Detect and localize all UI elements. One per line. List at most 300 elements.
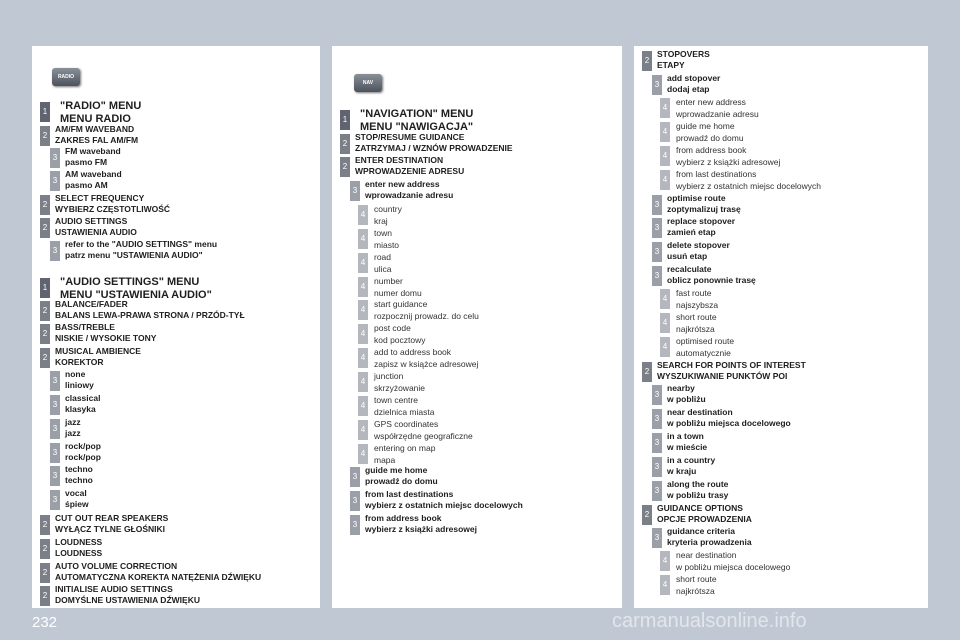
- level-badge: 4: [358, 348, 368, 368]
- polish-label: jazz: [65, 428, 81, 438]
- english-label: from last destinations: [676, 169, 757, 179]
- polish-label: zamień etap: [667, 227, 716, 237]
- polish-label: ETAPY: [657, 60, 685, 70]
- english-label: along the route: [667, 479, 729, 489]
- menu-entry-level-3: [652, 479, 728, 501]
- menu-entry-text: [374, 394, 434, 418]
- level-badge: 4: [358, 420, 368, 440]
- english-label: recalculate: [667, 264, 712, 274]
- level-badge: 4: [660, 170, 670, 190]
- menu-entry-level-4: [358, 275, 422, 299]
- english-label: add stopover: [667, 73, 721, 83]
- menu-entry-level-2: [40, 561, 261, 583]
- menu-entry-level-1: [340, 108, 473, 134]
- navigation-submenu-panel: [634, 46, 928, 608]
- level-badge: 2: [642, 362, 652, 382]
- menu-entry-text: [65, 369, 94, 391]
- english-label: STOP/RESUME GUIDANCE: [355, 132, 465, 142]
- level-badge: 3: [50, 241, 60, 261]
- polish-label: skrzyżowanie: [374, 383, 426, 393]
- english-label: short route: [676, 574, 717, 584]
- nav-icon-label: NAV: [362, 80, 374, 86]
- polish-label: oblicz ponownie trasę: [667, 275, 756, 285]
- menu-entry-text: [676, 335, 734, 359]
- menu-entry-text: [374, 251, 391, 275]
- menu-entry-level-2: [340, 132, 513, 154]
- menu-entry-level-4: [358, 442, 435, 466]
- polish-label: liniowy: [65, 380, 94, 390]
- polish-label: w pobliżu: [667, 394, 706, 404]
- english-label: nearby: [667, 383, 695, 393]
- english-label: junction: [374, 371, 404, 381]
- level-badge: 1: [40, 102, 50, 122]
- menu-entry-level-4: [660, 573, 717, 597]
- menu-entry-level-3: [350, 465, 438, 487]
- menu-entry-level-4: [358, 251, 391, 275]
- menu-entry-text: [667, 383, 706, 405]
- english-label: "AUDIO SETTINGS" MENU: [60, 276, 200, 288]
- level-badge: 4: [358, 372, 368, 392]
- level-badge: 3: [652, 385, 662, 405]
- english-label: enter new address: [365, 179, 440, 189]
- polish-label: BALANS LEWA-PRAWA STRONA / PRZÓD-TYŁ: [55, 310, 245, 320]
- english-label: road: [374, 252, 392, 262]
- menu-entry-text: [374, 227, 399, 251]
- polish-label: NISKIE / WYSOKIE TONY: [55, 333, 157, 343]
- level-badge: 4: [660, 122, 670, 142]
- english-label: INITIALISE AUDIO SETTINGS: [55, 584, 173, 594]
- level-badge: 2: [40, 348, 50, 368]
- menu-entry-text: [667, 193, 741, 215]
- polish-label: DOMYŚLNE USTAWIENIA DŹWIĘKU: [55, 595, 200, 605]
- menu-entry-level-4: [358, 370, 425, 394]
- menu-entry-text: [374, 275, 422, 299]
- menu-entry-level-2: [40, 346, 141, 368]
- menu-entry-text: [55, 561, 261, 583]
- menu-entry-level-3: [652, 383, 706, 405]
- polish-label: w kraju: [667, 466, 697, 476]
- level-badge: 3: [50, 490, 60, 510]
- level-badge: 3: [652, 433, 662, 453]
- menu-entry-level-4: [660, 96, 759, 120]
- english-label: optimise route: [667, 193, 726, 203]
- english-label: near destination: [676, 550, 737, 560]
- level-badge: 4: [660, 313, 670, 333]
- polish-label: wybierz z ostatnich miejsc docelowych: [676, 181, 822, 191]
- menu-entry-text: [55, 216, 137, 238]
- polish-label: LOUDNESS: [55, 548, 103, 558]
- english-label: number: [374, 276, 403, 286]
- polish-label: w mieście: [667, 442, 708, 452]
- level-badge: 4: [660, 575, 670, 595]
- english-label: ENTER DESTINATION: [355, 155, 444, 165]
- menu-entry-text: [374, 442, 435, 466]
- level-badge: 3: [350, 491, 360, 511]
- menu-entry-text: [374, 298, 479, 322]
- menu-entry-level-3: [652, 431, 707, 453]
- menu-entry-level-3: [50, 393, 100, 415]
- menu-entry-text: [60, 100, 141, 126]
- level-badge: 3: [50, 148, 60, 168]
- level-badge: 3: [50, 371, 60, 391]
- level-badge: 3: [652, 528, 662, 548]
- menu-entry-text: [55, 346, 141, 368]
- menu-entry-level-4: [358, 394, 434, 418]
- menu-entry-text: [55, 322, 156, 344]
- english-label: AUTO VOLUME CORRECTION: [55, 561, 178, 571]
- polish-label: wybierz z ostatnich miejsc docelowych: [365, 500, 523, 510]
- menu-entry-text: [374, 418, 473, 442]
- english-label: town centre: [374, 395, 418, 405]
- english-label: near destination: [667, 407, 733, 417]
- polish-label: usuń etap: [667, 251, 708, 261]
- menu-entry-level-3: [652, 240, 730, 262]
- menu-entry-level-4: [660, 120, 744, 144]
- menu-entry-text: [365, 465, 438, 487]
- menu-entry-text: [667, 479, 728, 501]
- english-label: SELECT FREQUENCY: [55, 193, 145, 203]
- level-badge: 3: [350, 467, 360, 487]
- english-label: guide me home: [676, 121, 735, 131]
- level-badge: 4: [660, 551, 670, 571]
- menu-entry-level-3: [50, 146, 121, 168]
- radio-icon-label: RADIO: [57, 74, 75, 80]
- polish-label: WYSZUKIWANIE PUNKTÓW POI: [657, 371, 788, 381]
- menu-entry-text: [65, 488, 89, 510]
- english-label: CUT OUT REAR SPEAKERS: [55, 513, 169, 523]
- english-label: guidance criteria: [667, 526, 736, 536]
- polish-label: kod pocztowy: [374, 335, 426, 345]
- level-badge: 2: [40, 126, 50, 146]
- level-badge: 2: [40, 563, 50, 583]
- polish-label: klasyka: [65, 404, 96, 414]
- level-badge: 4: [660, 146, 670, 166]
- menu-entry-level-4: [660, 549, 790, 573]
- polish-label: w pobliżu miejsca docelowego: [676, 562, 791, 572]
- english-label: none: [65, 369, 86, 379]
- menu-entry-level-3: [350, 489, 523, 511]
- menu-entry-text: [65, 239, 217, 261]
- menu-entry-level-4: [358, 418, 473, 442]
- english-label: optimised route: [676, 336, 735, 346]
- menu-entry-level-2: [40, 584, 200, 606]
- menu-entry-text: [65, 441, 101, 463]
- menu-entry-text: [65, 146, 121, 168]
- english-label: GUIDANCE OPTIONS: [657, 503, 743, 513]
- menu-entry-level-2: [40, 299, 245, 321]
- level-badge: 3: [652, 266, 662, 286]
- menu-entry-text: [667, 455, 715, 477]
- level-badge: 2: [40, 515, 50, 535]
- menu-entry-text: [55, 537, 102, 559]
- level-badge: 3: [652, 481, 662, 501]
- menu-entry-text: [667, 240, 730, 262]
- level-badge: 4: [660, 98, 670, 118]
- polish-label: śpiew: [65, 499, 89, 509]
- menu-entry-level-2: [40, 124, 138, 146]
- polish-label: zoptymalizuj trasę: [667, 204, 741, 214]
- menu-entry-level-2: [642, 360, 806, 382]
- level-badge: 3: [50, 395, 60, 415]
- menu-entry-text: [657, 49, 710, 71]
- english-label: GPS coordinates: [374, 419, 439, 429]
- menu-entry-text: [667, 73, 720, 95]
- level-badge: 1: [340, 110, 350, 130]
- polish-label: ZATRZYMAJ / WZNÓW PROWADZENIE: [355, 143, 513, 153]
- polish-label: pasmo AM: [65, 180, 108, 190]
- english-label: in a country: [667, 455, 716, 465]
- menu-entry-text: [676, 120, 744, 144]
- menu-entry-level-4: [660, 168, 821, 192]
- english-label: LOUDNESS: [55, 537, 103, 547]
- page-number: 232: [32, 614, 58, 631]
- level-badge: 3: [652, 457, 662, 477]
- polish-label: WYBIERZ CZĘSTOTLIWOŚĆ: [55, 204, 171, 214]
- menu-entry-text: [374, 322, 426, 346]
- english-label: from address book: [365, 513, 442, 523]
- menu-entry-level-3: [652, 407, 791, 429]
- menu-entry-level-4: [358, 203, 402, 227]
- polish-label: wybierz z książki adresowej: [676, 157, 781, 167]
- menu-entry-text: [657, 503, 752, 525]
- polish-label: kraj: [374, 216, 388, 226]
- menu-entry-level-3: [50, 239, 217, 261]
- level-badge: 2: [40, 195, 50, 215]
- menu-entry-text: [365, 179, 453, 201]
- level-badge: 3: [50, 419, 60, 439]
- polish-label: techno: [65, 475, 93, 485]
- english-label: AM waveband: [65, 169, 122, 179]
- polish-label: KOREKTOR: [55, 357, 104, 367]
- menu-entry-text: [65, 169, 122, 191]
- menu-entry-level-4: [660, 335, 734, 359]
- level-badge: 4: [358, 300, 368, 320]
- radio-menu-panel: [32, 46, 320, 608]
- level-badge: 3: [350, 515, 360, 535]
- level-badge: 3: [652, 409, 662, 429]
- level-badge: 2: [40, 218, 50, 238]
- menu-entry-level-3: [652, 264, 756, 286]
- polish-label: dodaj etap: [667, 84, 710, 94]
- menu-entry-level-3: [350, 513, 477, 535]
- english-label: SEARCH FOR POINTS OF INTEREST: [657, 360, 806, 370]
- menu-entry-text: [65, 393, 100, 415]
- radio-button-icon: [52, 68, 80, 86]
- menu-entry-level-2: [40, 537, 102, 559]
- polish-label: najkrótsza: [676, 586, 715, 596]
- english-label: BASS/TREBLE: [55, 322, 115, 332]
- menu-entry-text: [55, 124, 138, 146]
- english-label: add to address book: [374, 347, 452, 357]
- menu-entry-level-4: [358, 227, 399, 251]
- menu-entry-text: [676, 144, 780, 168]
- menu-entry-level-3: [350, 179, 453, 201]
- menu-entry-level-2: [40, 193, 170, 215]
- menu-entry-level-4: [660, 144, 780, 168]
- menu-entry-level-4: [660, 287, 718, 311]
- level-badge: 2: [340, 157, 350, 177]
- menu-entry-level-3: [50, 464, 93, 486]
- polish-label: USTAWIENIA AUDIO: [55, 227, 137, 237]
- polish-label: rock/pop: [65, 452, 101, 462]
- english-label: enter new address: [676, 97, 746, 107]
- menu-entry-level-3: [50, 441, 101, 463]
- menu-entry-text: [667, 407, 791, 429]
- english-label: refer to the "AUDIO SETTINGS" menu: [65, 239, 218, 249]
- menu-entry-level-2: [642, 49, 710, 71]
- menu-entry-text: [676, 96, 759, 120]
- menu-entry-text: [355, 155, 464, 177]
- level-badge: 4: [358, 277, 368, 297]
- level-badge: 4: [660, 289, 670, 309]
- menu-entry-level-4: [358, 346, 478, 370]
- menu-entry-text: [676, 168, 821, 192]
- level-badge: 4: [358, 324, 368, 344]
- nav-button-icon: [354, 74, 382, 92]
- menu-entry-text: [365, 513, 477, 535]
- level-badge: 3: [50, 466, 60, 486]
- level-badge: 3: [50, 443, 60, 463]
- menu-entry-text: [374, 203, 402, 227]
- english-label: "RADIO" MENU: [60, 100, 142, 112]
- english-label: from last destinations: [365, 489, 454, 499]
- polish-label: prowadź do domu: [365, 476, 438, 486]
- english-label: AUDIO SETTINGS: [55, 216, 128, 226]
- english-label: classical: [65, 393, 101, 403]
- watermark: carmanualsonline.info: [612, 610, 807, 632]
- english-label: delete stopover: [667, 240, 730, 250]
- polish-label: prowadź do domu: [676, 133, 744, 143]
- menu-entry-text: [667, 264, 756, 286]
- level-badge: 2: [642, 51, 652, 71]
- menu-entry-text: [55, 584, 200, 606]
- menu-entry-text: [657, 360, 806, 382]
- level-badge: 2: [40, 539, 50, 559]
- english-label: jazz: [65, 417, 81, 427]
- level-badge: 3: [652, 75, 662, 95]
- menu-entry-level-3: [50, 169, 122, 191]
- polish-label: wprowadzanie adresu: [676, 109, 759, 119]
- menu-entry-level-4: [660, 311, 717, 335]
- level-badge: 4: [358, 396, 368, 416]
- polish-label: w pobliżu miejsca docelowego: [667, 418, 791, 428]
- menu-entry-level-3: [652, 526, 752, 548]
- menu-entry-text: [360, 108, 473, 134]
- polish-label: ulica: [374, 264, 392, 274]
- polish-label: w pobliżu trasy: [667, 490, 729, 500]
- polish-label: automatycznie: [676, 348, 731, 358]
- menu-entry-text: [676, 573, 717, 597]
- level-badge: 4: [358, 229, 368, 249]
- menu-entry-level-3: [50, 417, 81, 439]
- level-badge: 3: [652, 218, 662, 238]
- menu-entry-text: [667, 431, 707, 453]
- menu-entry-text: [676, 287, 718, 311]
- polish-label: rozpocznij prowadz. do celu: [374, 311, 479, 321]
- menu-entry-level-2: [40, 216, 137, 238]
- menu-entry-text: [65, 464, 93, 486]
- level-badge: 3: [652, 195, 662, 215]
- menu-entry-text: [667, 216, 735, 238]
- menu-entry-text: [65, 417, 81, 439]
- english-label: BALANCE/FADER: [55, 299, 128, 309]
- polish-label: numer domu: [374, 288, 422, 298]
- menu-entry-level-3: [652, 73, 720, 95]
- level-badge: 2: [40, 301, 50, 321]
- level-badge: 4: [660, 337, 670, 357]
- polish-label: zapisz w książce adresowej: [374, 359, 479, 369]
- level-badge: 3: [350, 181, 360, 201]
- english-label: from address book: [676, 145, 747, 155]
- level-badge: 2: [642, 505, 652, 525]
- polish-label: mapa: [374, 455, 396, 465]
- polish-label: miasto: [374, 240, 400, 250]
- menu-entry-level-3: [652, 455, 715, 477]
- level-badge: 4: [358, 253, 368, 273]
- english-label: fast route: [676, 288, 712, 298]
- polish-label: dzielnica miasta: [374, 407, 435, 417]
- level-badge: 3: [50, 171, 60, 191]
- menu-entry-level-3: [652, 216, 735, 238]
- polish-label: MENU "NAWIGACJA": [360, 121, 474, 133]
- english-label: STOPOVERS: [657, 49, 710, 59]
- polish-label: AUTOMATYCZNA KOREKTA NATĘŻENIA DŹWIĘKU: [55, 572, 262, 582]
- level-badge: 2: [40, 324, 50, 344]
- english-label: replace stopover: [667, 216, 736, 226]
- polish-label: MENU "USTAWIENIA AUDIO": [60, 289, 212, 301]
- menu-entry-level-2: [340, 155, 464, 177]
- menu-entry-text: [355, 132, 513, 154]
- polish-label: WPROWADZENIE ADRESU: [355, 166, 465, 176]
- polish-label: MENU RADIO: [60, 113, 131, 125]
- english-label: vocal: [65, 488, 87, 498]
- english-label: guide me home: [365, 465, 428, 475]
- menu-entry-level-1: [40, 100, 141, 126]
- navigation-menu-panel: [332, 46, 622, 608]
- english-label: AM/FM WAVEBAND: [55, 124, 135, 134]
- polish-label: ZAKRES FAL AM/FM: [55, 135, 139, 145]
- menu-entry-text: [667, 526, 752, 548]
- menu-entry-level-2: [40, 513, 168, 535]
- menu-entry-level-3: [50, 488, 89, 510]
- polish-label: WYŁĄCZ TYLNE GŁOŚNIKI: [55, 524, 166, 534]
- polish-label: najszybsza: [676, 300, 719, 310]
- menu-entry-text: [676, 549, 790, 573]
- level-badge: 4: [358, 444, 368, 464]
- english-label: start guidance: [374, 299, 428, 309]
- menu-entry-text: [365, 489, 523, 511]
- menu-entry-text: [374, 346, 478, 370]
- menu-entry-level-4: [358, 298, 479, 322]
- polish-label: kryteria prowadzenia: [667, 537, 752, 547]
- menu-entry-level-3: [652, 193, 741, 215]
- english-label: post code: [374, 323, 411, 333]
- english-label: "NAVIGATION" MENU: [360, 108, 474, 120]
- menu-entry-text: [374, 370, 425, 394]
- level-badge: 1: [40, 278, 50, 298]
- english-label: rock/pop: [65, 441, 101, 451]
- english-label: MUSICAL AMBIENCE: [55, 346, 141, 356]
- menu-entry-text: [55, 513, 168, 535]
- menu-entry-text: [676, 311, 717, 335]
- english-label: town: [374, 228, 392, 238]
- polish-label: OPCJE PROWADZENIA: [657, 514, 752, 524]
- menu-entry-level-2: [642, 503, 752, 525]
- polish-label: współrzędne geograficzne: [374, 431, 473, 441]
- english-label: techno: [65, 464, 93, 474]
- level-badge: 2: [40, 586, 50, 606]
- menu-entry-text: [55, 193, 170, 215]
